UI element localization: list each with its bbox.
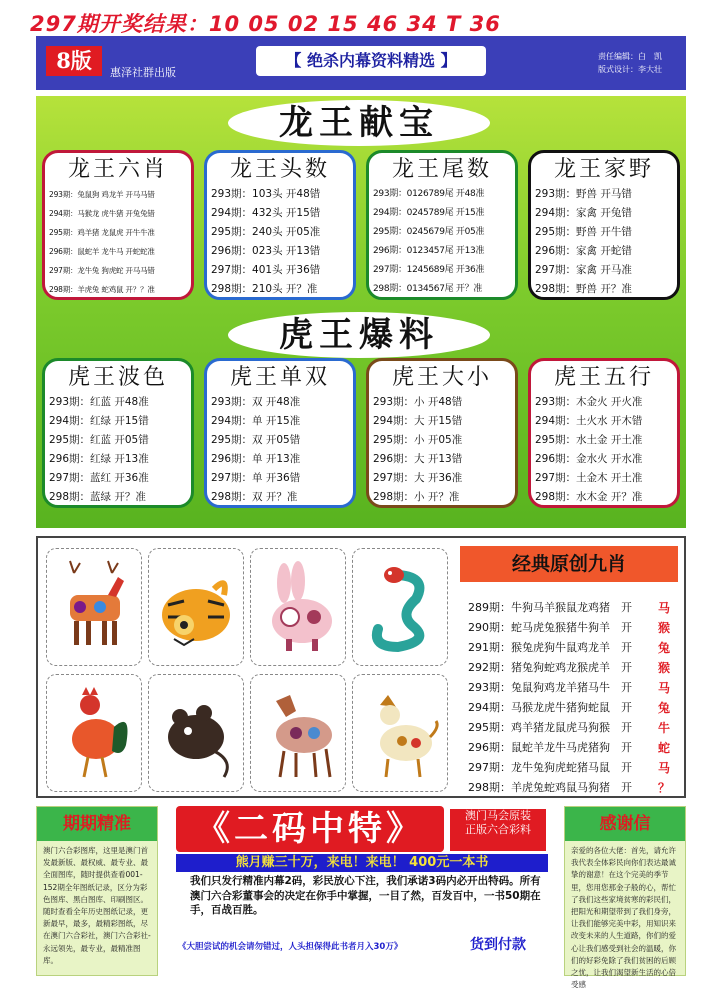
card-row: 295期：0245679尾 开05准 (373, 227, 485, 237)
rat-icon (154, 681, 238, 785)
rooster-icon (52, 681, 136, 785)
two-code-ad (168, 806, 552, 954)
card-row: 298期：蓝绿 开？准 (49, 491, 146, 503)
card-row: 295期：双 开05错 (211, 434, 301, 446)
card-rows (531, 393, 677, 507)
horse-icon (256, 681, 340, 785)
card-row: 296期：大 开13错 (373, 453, 463, 465)
ad-title: 《二码中特》 (176, 806, 444, 852)
card-row: 297期：401头 开36错 (211, 264, 321, 276)
nine-zodiac-result: ？ (658, 781, 671, 795)
prediction-card (204, 150, 356, 300)
card-row: 294期：432头 开15错 (211, 207, 321, 219)
nine-zodiac-text: 297期：龙牛兔狗虎蛇猪马鼠 开 (468, 761, 632, 774)
card-row: 298期：小 开？准 (373, 491, 460, 503)
nine-zodiac-result: 牛 (658, 721, 671, 735)
right-box-title: 感谢信 (565, 807, 685, 841)
left-box-title: 期期精准 (37, 807, 157, 841)
prediction-card (366, 150, 518, 300)
ad-pitch: 我们只发行精准内幕2码，彩民放心下注，我们承诺3码内必开出特码。所有澳门六合彩董事会的决定在你手中掌握，一目了然，百发百中，一书50期在手，百战百胜。 (190, 875, 541, 916)
card-row: 293期：双 开48准 (211, 396, 301, 408)
card-title: 虎王大小 (391, 365, 492, 390)
card-row: 296期：0123457尾 开13准 (373, 246, 485, 256)
page-title: 【 绝杀内幕资料精选 】 (256, 46, 486, 76)
card-row: 293期：0126789尾 开48准 (373, 189, 485, 199)
left-info-box (36, 806, 158, 976)
card-row: 296期：红绿 开13准 (49, 453, 149, 465)
card-row: 294期：土火水 开木错 (535, 415, 643, 427)
card-title: 龙王尾数 (391, 157, 492, 182)
card-row: 293期：红蓝 开48准 (49, 396, 149, 408)
section-title-dragon: 龙王献宝 (228, 100, 490, 146)
nine-zodiac-result: 马 (658, 601, 671, 615)
card-rows (531, 185, 677, 299)
card-title: 虎王波色 (67, 365, 168, 390)
card-row: 295期：红蓝 开05错 (49, 434, 149, 446)
zodiac-tile (148, 548, 244, 666)
version-badge: 8版 (46, 46, 102, 76)
nine-zodiac-row (468, 778, 678, 798)
nine-zodiac-text: 292期：猪兔狗蛇鸡龙猴虎羊 开 (468, 661, 632, 674)
macau-label (450, 809, 546, 851)
card-row: 293期：木金火 开火准 (535, 396, 643, 408)
card-row: 294期：0245789尾 开15准 (373, 208, 485, 218)
lottery-result-banner: 297期开奖结果：10 05 02 15 46 34 T 36 (30, 12, 501, 36)
card-row: 293期：103头 开48错 (211, 188, 321, 200)
nine-zodiac-text: 290期：蛇马虎兔猴猪牛狗羊 开 (468, 621, 632, 634)
prediction-card (366, 358, 518, 508)
card-row: 295期：小 开05准 (373, 434, 463, 446)
nine-zodiac-text: 294期：马猴龙虎牛猪狗蛇鼠 开 (468, 701, 632, 714)
zodiac-tile (148, 674, 244, 792)
card-rows (369, 393, 515, 507)
nine-zodiac-text: 295期：鸡羊猪龙鼠虎马狗猴 开 (468, 721, 632, 734)
zodiac-tile (250, 548, 346, 666)
card-row: 298期：水木金 开？准 (535, 491, 643, 503)
zodiac-tile (352, 548, 448, 666)
card-row: 297期：土金木 开土准 (535, 472, 643, 484)
card-rows (207, 393, 353, 507)
left-box-text: 澳门六合彩图库，这里是澳门首发最新版、最权威、最专业、最全面图库，随时提供查看001-152期全年图纸记录，区分为彩色图库、黑白图库、印刷图区。随时查看全年历史图纸记录，更新最早，最多，最精彩图纸，尽在澳门六合彩社，澳门六合彩社-永远领先，最专业，最精准图库。 (43, 846, 151, 965)
prediction-card (42, 358, 194, 508)
nine-zodiac-row (468, 718, 678, 738)
ad-note: 《大胆尝试的机会请勿错过，人头担保得此书者月入30万》 (178, 942, 403, 952)
nine-zodiac-result: 猴 (658, 661, 671, 675)
macau-line: 澳门马会原装 (465, 809, 531, 822)
card-row: 298期：双 开？准 (211, 491, 298, 503)
card-row: 297期：家禽 开马准 (535, 264, 632, 276)
card-row: 296期：金水火 开水准 (535, 453, 643, 465)
ad-slogan: 熊月赚三十万，来电！来电！ 400元一本书 (176, 854, 548, 872)
right-box-text: 亲爱的各位大佬：首先，请允许我代表全体彩民向你们表达最诚挚的谢意！在这个完美的季节里，您用您那金子般的心，帮忙了我们这些家境贫寒的彩民们，把阳光和期望带到了我们身旁，让我们能够完美中彩，用知识来改变未来的人生道路，你们的爱心让我们感受到社会的温暖，你们的好彩免除了我们贫困的后顾之忧，让我们渴望新生活的心倍受感 (571, 846, 676, 990)
nine-zodiac-row (468, 598, 678, 618)
card-rows (207, 185, 353, 299)
credits (598, 50, 662, 76)
nine-zodiac-text: 298期：羊虎兔蛇鸡鼠马狗猪 开 (468, 781, 632, 794)
nine-zodiac-text: 293期：兔鼠狗鸡龙羊猪马牛 开 (468, 681, 632, 694)
card-row: 295期：野兽 开牛错 (535, 226, 632, 238)
card-title: 龙王家野 (553, 157, 654, 182)
publisher-label: 惠泽社群出版 (110, 66, 176, 79)
section-title-tiger: 虎王爆料 (228, 312, 490, 358)
nine-zodiac-result: 蛇 (658, 741, 671, 755)
nine-zodiac-text: 296期：鼠蛇羊龙牛马虎猪狗 开 (468, 741, 632, 754)
card-row: 298期：0134567尾 开？准 (373, 284, 483, 294)
card-row: 295期：鸡羊猪 龙鼠虎 开牛牛准 (49, 228, 155, 237)
nine-zodiac-row (468, 698, 678, 718)
nine-zodiac-result: 兔 (658, 701, 671, 715)
card-title: 龙王头数 (229, 157, 330, 182)
nine-zodiac-row (468, 758, 678, 778)
card-row: 294期：家禽 开兔错 (535, 207, 632, 219)
predictions-panel (36, 96, 686, 528)
nine-zodiac-text: 291期：猴兔虎狗牛鼠鸡龙羊 开 (468, 641, 632, 654)
card-rows (45, 185, 191, 299)
nine-zodiac-title: 经典原创九肖 (460, 546, 678, 582)
nine-zodiac-row (468, 658, 678, 678)
prediction-card (528, 150, 680, 300)
card-row: 298期：野兽 开？准 (535, 283, 632, 295)
card-row: 296期：家禽 开蛇错 (535, 245, 632, 257)
card-row: 297期：龙牛兔 狗虎蛇 开马马错 (49, 266, 155, 275)
nine-zodiac-result: 马 (658, 761, 671, 775)
card-row: 294期：单 开15准 (211, 415, 301, 427)
card-row: 293期：小 开48错 (373, 396, 463, 408)
card-row: 296期：023头 开13错 (211, 245, 321, 257)
zodiac-tile (250, 674, 346, 792)
designer-credit: 版式设计：李大壮 (598, 65, 662, 74)
editor-credit: 责任编辑：白 凯 (598, 52, 662, 61)
card-row: 296期：单 开13准 (211, 453, 301, 465)
right-info-box (564, 806, 686, 990)
card-row: 295期：水土金 开土准 (535, 434, 643, 446)
nine-zodiac-row (468, 638, 678, 658)
card-row: 293期：野兽 开马错 (535, 188, 632, 200)
nine-zodiac-row (468, 618, 678, 638)
card-row: 298期：羊虎兔 蛇鸡鼠 开？？准 (49, 285, 155, 294)
cash-on-delivery: 货到付款 (470, 937, 526, 953)
card-row: 294期：红绿 开15错 (49, 415, 149, 427)
nine-zodiac-result: 猴 (658, 621, 671, 635)
nine-zodiac-row (468, 678, 678, 698)
rabbit-icon (256, 555, 340, 659)
tiger-icon (154, 555, 238, 659)
card-rows (45, 393, 191, 507)
dog-icon (358, 681, 442, 785)
snake-icon (358, 555, 442, 659)
card-title: 虎王五行 (553, 365, 654, 390)
card-row: 293期：兔鼠狗 鸡龙羊 开马马错 (49, 190, 155, 199)
prediction-card (204, 358, 356, 508)
card-row: 294期：大 开15错 (373, 415, 463, 427)
nine-zodiac-result: 马 (658, 681, 671, 695)
nine-zodiac-list (468, 598, 678, 798)
card-row: 297期：大 开36准 (373, 472, 463, 484)
prediction-card (42, 150, 194, 300)
card-row: 297期：单 开36错 (211, 472, 301, 484)
bottom-section (36, 806, 686, 998)
deer-icon (52, 555, 136, 659)
nine-zodiac-section (36, 536, 686, 798)
card-row: 297期：1245689尾 开36准 (373, 265, 485, 275)
card-title: 龙王六肖 (67, 157, 168, 182)
card-title: 虎王单双 (229, 365, 330, 390)
zodiac-tile (46, 674, 142, 792)
card-rows (369, 185, 515, 299)
zodiac-tile (46, 548, 142, 666)
prediction-card (528, 358, 680, 508)
nine-zodiac-text: 289期：牛狗马羊猴鼠龙鸡猪 开 (468, 601, 632, 614)
zodiac-tile (352, 674, 448, 792)
card-row: 295期：240头 开05准 (211, 226, 321, 238)
macau-line: 正版六合彩料 (465, 823, 531, 836)
nine-zodiac-result: 兔 (658, 641, 671, 655)
card-row: 298期：210头 开？准 (211, 283, 318, 295)
nine-zodiac-row (468, 738, 678, 758)
page-header (36, 36, 686, 90)
card-row: 296期：鼠蛇羊 龙牛马 开蛇蛇准 (49, 247, 155, 256)
card-row: 297期：蓝红 开36准 (49, 472, 149, 484)
card-row: 294期：马猴龙 虎牛猪 开兔兔错 (49, 209, 155, 218)
